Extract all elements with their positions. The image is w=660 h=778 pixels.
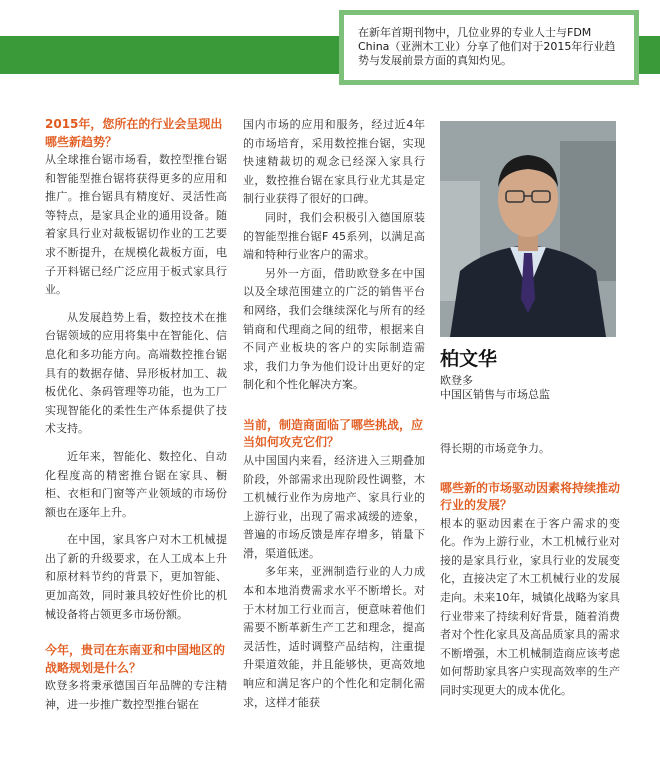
paragraph: 从发展趋势上看，数控技术在推台锯领域的应用将集中在智能化、信息化和多功能方向。高端数控推台锯具有的数据存储、异形板材加工、裁板优化、条码管理等功能，也为工厂实现智能化的柔性生产体系提供了技术支持。 [45,310,227,436]
question-heading: 哪些新的市场驱动因素将持续推动行业的发展？ [440,480,621,513]
paragraph: 国内市场的应用和服务，经过近4年的市场培育，采用数控推台锯，实现快速精裁切的观念已经深入家具行业，数控推台锯在家具行业尤其是定制行业获得了很好的口碑。 [243,118,425,206]
intro-box [339,10,639,85]
question-heading: 当前，制造商面临了哪些挑战，应当如何攻克它们？ [243,417,424,450]
person-title [440,374,640,402]
paragraph: 根本的驱动因素在于客户需求的变化。作为上游行业，木工机械行业对接的是家具行业，家具行业的发展变化，直接决定了木工机械行业的发展走向。未来10年，城镇化战略为家具行业带来了持续利好背景，随着消费者对个性化家具及高品质家具的需求不断增强，木工机械制造商应该考虑如何帮助家具客户实现高效率的生产同时实现更大的成本优化。 [440,516,620,697]
question-heading: 2015年，您所在的行业会呈现出哪些新趋势？ [45,117,223,149]
paragraph: 另外一方面，借助欧登多在中国以及全球范围建立的广泛的销售平台和网络，我们会继续深化与所有的经销商和代理商之间的纽带，根据来自不同产业板块的客户的实际制造需求，我们力争为他们设计出更好的定制化和个性化解决方案。 [243,266,425,392]
person-name: 柏文华 [440,348,498,370]
intro-text: 在新年首期刊物中，几位业界的专业人士与FDM China（亚洲木工业）分享了他们对于2015年行业趋势与发展前景方面的真知灼见。 [358,26,616,67]
person-position: 中国区销售与市场总监 [440,388,550,401]
paragraph: 从全球推台锯市场看，数控型推台锯和智能型推台锯将获得更多的应用和推广。推台锯具有精度好、灵活性高等特点，是家具企业的通用设备。随着家具行业对裁板锯切作业的工艺要求不断提升，在规模化裁板方面，电子开料锯已经广泛应用于板式家具行业。 [45,153,227,297]
paragraph: 欧登多将秉承德国百年品牌的专注精神，进一步推广数控型推台锯在 [45,679,227,711]
portrait-illustration [440,121,616,337]
paragraph: 在中国，家具客户对木工机械提出了新的升级要求，在人工成本上升和原材料节约的背景下，更加智能、更加高效，同时兼具较好性价比的机械设备将占领更多市场份额。 [45,533,227,621]
paragraph: 同时，我们会积极引入德国原装的智能型推台锯F 45系列，以满足高端和特种行业客户的需求。 [243,210,425,262]
paragraph: 近年来，智能化、数控化、自动化程度高的精密推台锯在家具、橱柜、衣柜和门窗等产业领域的市场份额也在逐年上升。 [45,449,227,519]
paragraph: 从中国国内来看，经济进入三期叠加阶段，外部需求出现阶段性调整，木工机械行业作为房地产、家具行业的上游行业，出现了需求减缓的迹象，普遍的市场反馈是库存增多，销量下滑，渠道低迷。 [243,453,425,560]
paragraph: 多年来，亚洲制造行业的人力成本和本地消费需求水平不断增长。对于木材加工行业而言，便意味着他们需要不断革新生产工艺和理念，提高灵活性，适时调整产品结构，注重提升渠道效能，并且能够快，更高效地响应和满足客户的个性化和定制化需求，这样才能获 [243,565,425,709]
person-company: 欧登多 [440,374,473,387]
portrait-photo [440,121,616,337]
column-2 [243,116,425,712]
paragraph: 得长期的市场竞争力。 [440,442,550,455]
question-heading: 今年，贵司在东南亚和中国地区的战略规划是什么？ [45,643,226,675]
column-1 [45,116,227,714]
column-3 [440,440,620,701]
